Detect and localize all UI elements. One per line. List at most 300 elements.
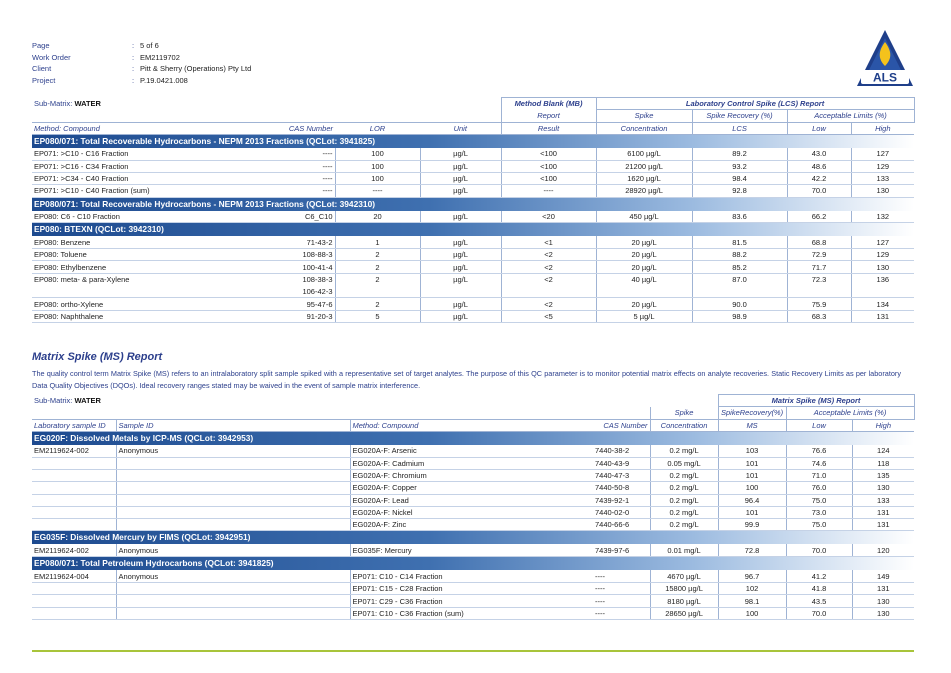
- cell-lor: 100: [335, 172, 420, 184]
- cell-cas: C6_C10: [215, 211, 335, 223]
- cell-compound: EP071: C10 - C14 Fraction: [350, 570, 593, 582]
- cell-cas: ----: [215, 160, 335, 172]
- cell-high: 127: [851, 148, 914, 160]
- cell-cas: 7440-50-8: [593, 482, 650, 494]
- cell-low: 70.0: [786, 544, 852, 556]
- cell-cas: 100-41-4: [215, 261, 335, 273]
- spacer: [116, 583, 350, 595]
- logo-text: ALS: [873, 70, 897, 85]
- cell-low: 41.2: [786, 570, 852, 582]
- cell-low: 75.0: [786, 494, 852, 506]
- cell-lcs: 88.2: [692, 249, 787, 261]
- lcs-header-row-2: [32, 110, 914, 122]
- cell-high: 130: [852, 482, 914, 494]
- cell-low: 75.9: [787, 298, 851, 310]
- table-row: [32, 457, 914, 469]
- table-row: [32, 544, 914, 556]
- cell-unit: µg/L: [420, 172, 501, 184]
- spacer: [596, 286, 692, 298]
- cell-lor: 2: [335, 261, 420, 273]
- cell-compound: EG020A-F: Lead: [350, 494, 593, 506]
- cell-low: 70.0: [786, 607, 852, 619]
- spacer: [116, 482, 350, 494]
- cell-result: <2: [501, 298, 596, 310]
- spacer: [32, 457, 116, 469]
- spacer: [335, 286, 420, 298]
- ms-report-description: The quality control term Matrix Spike (MS) refers to an intralaboratory split sample spiked with a representative set of target analytes. The purpose of this QC parameter is to monitor potential matrix effects on analyte recoveries. Static Recovery Limits as per laboratory Data Quality Objectives (DQOs). Ideal recovery ranges stated may be waived in the event of sample matrix interference.: [32, 369, 901, 390]
- col-method-compound: Method: Compound: [350, 419, 593, 431]
- submatrix-value: WATER: [74, 99, 101, 109]
- lcs-table: [32, 97, 915, 323]
- cell-unit: µg/L: [420, 236, 501, 248]
- cell-lab-sample-id: EM2119624-002: [32, 445, 116, 457]
- cell-lcs: 92.8: [692, 185, 787, 197]
- cell-ms: 103: [718, 445, 786, 457]
- submatrix-label: Sub-Matrix:: [34, 99, 73, 109]
- cell-concentration: 1620 µg/L: [596, 172, 692, 184]
- col-low: Low: [786, 419, 852, 431]
- table-row: [32, 595, 914, 607]
- cell-compound: EP080: Naphthalene: [32, 310, 215, 322]
- cell-result: <2: [501, 249, 596, 261]
- cell-concentration: 0.2 mg/L: [650, 482, 718, 494]
- cell-lcs: 98.9: [692, 310, 787, 322]
- cell-ms: 96.4: [718, 494, 786, 506]
- cell-lcs: 90.0: [692, 298, 787, 310]
- cell-cas: ----: [215, 148, 335, 160]
- cell-ms: 99.9: [718, 519, 786, 531]
- col-method-compound: Method: Compound: [32, 122, 215, 134]
- cell-unit: µg/L: [420, 148, 501, 160]
- cell-compound: EP071: >C10 - C40 Fraction (sum): [32, 185, 215, 197]
- cell-cas: 71-43-2: [215, 236, 335, 248]
- cell-cas: 7440-38-2: [593, 445, 650, 457]
- spacer: [787, 286, 851, 298]
- cell-lor: 2: [335, 249, 420, 261]
- cell-low: 71.7: [787, 261, 851, 273]
- header-value: EM2119702: [140, 52, 180, 62]
- lcs-group-header: Laboratory Control Spike (LCS) Report: [596, 98, 914, 110]
- table-row: [32, 445, 914, 457]
- header-label: Page: [32, 41, 50, 50]
- col-lcs: LCS: [692, 122, 787, 134]
- col-concentration: Concentration: [596, 122, 692, 134]
- table-row: [32, 160, 914, 172]
- section-header: [32, 431, 914, 445]
- table-row: [32, 494, 914, 506]
- cell-high: 136: [876, 275, 890, 285]
- cell-concentration: 0.2 mg/L: [650, 519, 718, 531]
- cell-cas: 108-38-3: [215, 273, 335, 285]
- section-title: EP080/071: Total Petroleum Hydrocarbons (QCLot: 3941825): [32, 557, 914, 571]
- table-row: [32, 607, 914, 619]
- cell-compound: EP080: Benzene: [32, 236, 215, 248]
- spacer: [116, 457, 350, 469]
- cell-lcs: 85.2: [692, 261, 787, 273]
- report-header: [32, 40, 251, 87]
- ms-header-row-2: [32, 407, 914, 419]
- col-spike-recovery: SpikeRecovery(%): [718, 407, 786, 419]
- footer-divider: [32, 650, 914, 652]
- cell-high: 118: [852, 457, 914, 469]
- cell-concentration: 0.01 mg/L: [650, 544, 718, 556]
- cell-high: 127: [851, 236, 914, 248]
- header-row-project: [32, 75, 251, 87]
- spacer: [32, 519, 116, 531]
- cell-result: <1: [501, 236, 596, 248]
- spacer: [116, 607, 350, 619]
- cell-concentration: 0.2 mg/L: [650, 494, 718, 506]
- cell-lcs: 93.2: [692, 160, 787, 172]
- cell-compound: EG020A-F: Chromium: [350, 469, 593, 481]
- cell-concentration: 5 µg/L: [596, 310, 692, 322]
- cell-ms: 98.1: [718, 595, 786, 607]
- cell-lor: 100: [335, 148, 420, 160]
- section-title: EP080/071: Total Recoverable Hydrocarbons - NEPM 2013 Fractions (QCLot: 3942310): [32, 197, 914, 211]
- cell-high: 149: [852, 570, 914, 582]
- cell-concentration: 8180 µg/L: [650, 595, 718, 607]
- cell-lor: 2: [335, 273, 420, 285]
- ms-table: [32, 394, 915, 620]
- cell-compound: EG020A-F: Nickel: [350, 506, 593, 518]
- cell-lab-sample-id: EM2119624-004: [32, 570, 116, 582]
- cell-cas: 7440-47-3: [593, 469, 650, 481]
- cell-cas: ----: [593, 595, 650, 607]
- cell-cas: ----: [593, 570, 650, 582]
- cell-concentration: 0.2 mg/L: [650, 445, 718, 457]
- spacer: [116, 469, 350, 481]
- cell-ms: 100: [718, 607, 786, 619]
- section-header: [32, 197, 914, 211]
- cell-low: 48.6: [787, 160, 851, 172]
- cell-lor: 20: [335, 211, 420, 223]
- spacer: [32, 494, 116, 506]
- cell-lor: 100: [335, 160, 420, 172]
- cell-concentration: 0.05 mg/L: [650, 457, 718, 469]
- cell-compound: EP071: C15 - C28 Fraction: [350, 583, 593, 595]
- cell-compound: EG035F: Mercury: [350, 544, 593, 556]
- cell-cas: 91-20-3: [215, 310, 335, 322]
- table-row: [32, 298, 914, 310]
- spacer: [32, 607, 116, 619]
- cell-low: 68.3: [787, 310, 851, 322]
- section-title: EG035F: Dissolved Mercury by FIMS (QCLot: 3942951): [32, 531, 914, 545]
- cell-compound: EP080: Ethylbenzene: [32, 261, 215, 273]
- spacer: [420, 286, 501, 298]
- cell-compound: EP071: >C34 - C40 Fraction: [32, 172, 215, 184]
- cell-ms: 100: [718, 482, 786, 494]
- cell-unit: µg/L: [420, 298, 501, 310]
- cell-low: 72.9: [787, 249, 851, 261]
- table-row: [32, 249, 914, 261]
- cell-ms: 101: [718, 506, 786, 518]
- table-row: [32, 482, 914, 494]
- col-result: Result: [501, 122, 596, 134]
- col-cas-number: CAS Number: [215, 122, 335, 134]
- col-cas-number: CAS Number: [593, 419, 650, 431]
- cell-compound: EP071: >C16 - C34 Fraction: [32, 160, 215, 172]
- cell-concentration: 20 µg/L: [596, 249, 692, 261]
- col-high: High: [852, 419, 914, 431]
- cell-ms: 101: [718, 457, 786, 469]
- spacer: [116, 506, 350, 518]
- cell-low: 70.0: [787, 185, 851, 197]
- header-colon: :: [132, 52, 135, 62]
- spacer: [116, 519, 350, 531]
- spacer: [692, 286, 787, 298]
- cell-high: 131: [852, 506, 914, 518]
- cell-compound: EP080: meta- & para-Xylene: [34, 275, 130, 285]
- cell-concentration: 20 µg/L: [596, 261, 692, 273]
- table-row: [32, 211, 914, 223]
- cell-low: 43.0: [787, 148, 851, 160]
- cell-low: 68.8: [787, 236, 851, 248]
- cell-low: 66.2: [787, 211, 851, 223]
- cell-unit: µg/L: [420, 160, 501, 172]
- cell-compound: EP080: Toluene: [32, 249, 215, 261]
- cell-concentration: 21200 µg/L: [596, 160, 692, 172]
- lcs-column-header-row: [32, 122, 914, 134]
- cell-cas: 7440-66-6: [593, 519, 650, 531]
- cell-concentration: 0.2 mg/L: [650, 506, 718, 518]
- cell-concentration: 20 µg/L: [596, 236, 692, 248]
- col-spike-recovery: Spike Recovery (%): [692, 110, 787, 122]
- cell-lcs: 87.0: [692, 273, 787, 285]
- cell-high: 130: [851, 185, 914, 197]
- cell-high: 129: [851, 249, 914, 261]
- cell-high: 120: [852, 544, 914, 556]
- cell-concentration: 6100 µg/L: [596, 148, 692, 160]
- header-label: Project: [32, 76, 56, 86]
- cell-high: 129: [851, 160, 914, 172]
- col-low: Low: [787, 122, 851, 134]
- mb-group-header-2: Report: [501, 110, 596, 122]
- cell-low: 76.6: [786, 445, 852, 457]
- cell-cas: 106-42-3: [215, 286, 335, 298]
- cell-high: 133: [852, 494, 914, 506]
- section-header: [32, 557, 914, 571]
- header-value: P.19.0421.008: [140, 76, 188, 86]
- section-header: [32, 223, 914, 237]
- cell-high: 130: [852, 607, 914, 619]
- table-row: [32, 236, 914, 248]
- cell-cas: 7440-02-0: [593, 506, 650, 518]
- header-row-client: [32, 63, 251, 75]
- cell-concentration: 450 µg/L: [596, 211, 692, 223]
- table-row: [32, 519, 914, 531]
- cell-high: 132: [851, 211, 914, 223]
- cell-high: 130: [851, 261, 914, 273]
- ms-header-row-1: [32, 395, 914, 407]
- cell-concentration: 28920 µg/L: [596, 185, 692, 197]
- cell-ms: 102: [718, 583, 786, 595]
- cell-compound: EP071: C29 - C36 Fraction: [350, 595, 593, 607]
- cell-cas: 7439-97-6: [593, 544, 650, 556]
- cell-low: 43.5: [786, 595, 852, 607]
- spacer: [32, 583, 116, 595]
- cell-unit: µg/L: [420, 211, 501, 223]
- header-row-work-order: [32, 52, 251, 64]
- cell-high: 133: [851, 172, 914, 184]
- cell-low: 73.0: [786, 506, 852, 518]
- cell-high: 131: [852, 519, 914, 531]
- spacer: [32, 595, 116, 607]
- table-row: [32, 583, 914, 595]
- cell-compound: EP071: C10 - C36 Fraction (sum): [350, 607, 593, 619]
- cell-concentration: 0.2 mg/L: [650, 469, 718, 481]
- cell-ms: 96.7: [718, 570, 786, 582]
- submatrix-value: WATER: [74, 396, 101, 406]
- col-ms: MS: [718, 419, 786, 431]
- section-header: [32, 134, 914, 148]
- cell-high: 135: [852, 469, 914, 481]
- cell-concentration: 20 µg/L: [596, 298, 692, 310]
- cell-ms: 101: [718, 469, 786, 481]
- spacer: [501, 286, 596, 298]
- lcs-submatrix: [32, 98, 501, 110]
- cell-lcs: 89.2: [692, 148, 787, 160]
- cell-low: 71.0: [786, 469, 852, 481]
- cell-compound: EG020A-F: Cadmium: [350, 457, 593, 469]
- table-row: [32, 172, 914, 184]
- cell-compound: EP071: >C10 - C16 Fraction: [32, 148, 215, 160]
- spacer: [851, 286, 914, 298]
- spacer: [32, 407, 650, 419]
- cell-result: ----: [501, 185, 596, 197]
- cell-high: 131: [851, 310, 914, 322]
- cell-result: <2: [501, 273, 596, 285]
- cell-compound: EG020A-F: Zinc: [350, 519, 593, 531]
- cell-low: 75.0: [786, 519, 852, 531]
- cell-cas: 7440-43-9: [593, 457, 650, 469]
- table-row: [32, 469, 914, 481]
- table-row-continuation: [32, 286, 914, 298]
- cell-compound: EP080: C6 - C10 Fraction: [32, 211, 215, 223]
- cell-lor: 5: [335, 310, 420, 322]
- cell-lab-sample-id: EM2119624-002: [32, 544, 116, 556]
- cell-ms: 72.8: [718, 544, 786, 556]
- col-lab-sample-id: Laboratory sample ID: [32, 419, 116, 431]
- header-row-page: [32, 40, 251, 52]
- col-acceptable-limits: Acceptable Limits (%): [786, 407, 914, 419]
- cell-unit: µg/L: [420, 273, 501, 285]
- spacer: [32, 482, 116, 494]
- cell-high: 134: [851, 298, 914, 310]
- cell-result: <20: [501, 211, 596, 223]
- section-title: EP080: BTEXN (QCLot: 3942310): [32, 223, 914, 237]
- cell-lcs: 83.6: [692, 211, 787, 223]
- cell-lcs: 81.5: [692, 236, 787, 248]
- cell-cas: ----: [215, 172, 335, 184]
- mb-group-header: Method Blank (MB): [501, 98, 596, 110]
- cell-sample-id: Anonymous: [116, 570, 350, 582]
- cell-unit: µg/L: [420, 185, 501, 197]
- col-concentration: Concentration: [650, 419, 718, 431]
- cell-cas: 95-47-6: [215, 298, 335, 310]
- header-colon: :: [132, 41, 135, 50]
- col-high: High: [851, 122, 914, 134]
- cell-result: <2: [501, 261, 596, 273]
- spacer: [32, 110, 501, 122]
- cell-cas: ----: [215, 185, 335, 197]
- cell-lor: 1: [335, 236, 420, 248]
- cell-low: 72.3: [787, 273, 851, 285]
- cell-sample-id: Anonymous: [116, 445, 350, 457]
- cell-result: <5: [501, 310, 596, 322]
- cell-unit: µg/L: [420, 261, 501, 273]
- cell-lor: 2: [335, 298, 420, 310]
- table-row: [32, 148, 914, 160]
- cell-low: 76.0: [786, 482, 852, 494]
- section-title: EG020F: Dissolved Metals by ICP-MS (QCLot: 3942953): [32, 431, 914, 445]
- als-logo-icon: [855, 28, 915, 90]
- header-label: Work Order: [32, 52, 71, 62]
- section-title: EP080/071: Total Recoverable Hydrocarbons - NEPM 2013 Fractions (QCLot: 3941825): [32, 134, 914, 148]
- table-row: [32, 310, 914, 322]
- cell-sample-id: Anonymous: [116, 544, 350, 556]
- cell-low: 74.6: [786, 457, 852, 469]
- submatrix-label: Sub-Matrix:: [34, 396, 73, 406]
- cell-lcs: 98.4: [692, 172, 787, 184]
- spacer: [32, 506, 116, 518]
- col-spike: Spike: [596, 110, 692, 122]
- table-row: [32, 261, 914, 273]
- cell-cas: 108-88-3: [215, 249, 335, 261]
- cell-compound: EP080: ortho-Xylene: [32, 298, 215, 310]
- col-spike: Spike: [650, 407, 718, 419]
- cell-unit: µg/L: [420, 310, 501, 322]
- spacer: [116, 494, 350, 506]
- ms-column-header-row: [32, 419, 914, 431]
- col-unit: Unit: [420, 122, 501, 134]
- table-row: [32, 273, 914, 285]
- header-colon: :: [132, 76, 135, 86]
- cell-result: <100: [501, 148, 596, 160]
- cell-compound: EG020A-F: Copper: [350, 482, 593, 494]
- cell-cas: 7439-92-1: [593, 494, 650, 506]
- col-acceptable-limits: Acceptable Limits (%): [787, 110, 914, 122]
- cell-concentration: 15800 µg/L: [650, 583, 718, 595]
- cell-unit: µg/L: [420, 249, 501, 261]
- spacer: [116, 595, 350, 607]
- header-label: Client: [32, 64, 52, 74]
- ms-submatrix: [32, 395, 718, 407]
- spacer: [32, 469, 116, 481]
- cell-low: 41.8: [786, 583, 852, 595]
- table-row: [32, 185, 914, 197]
- cell-low: 42.2: [787, 172, 851, 184]
- section-header: [32, 531, 914, 545]
- cell-concentration: 28650 µg/L: [650, 607, 718, 619]
- ms-report-title: Matrix Spike (MS) Report: [32, 351, 163, 363]
- ms-group-header: Matrix Spike (MS) Report: [718, 395, 914, 407]
- table-row: [32, 570, 914, 582]
- header-value: 5 of 6: [140, 41, 159, 50]
- spacer: [32, 286, 215, 298]
- cell-lor: ----: [335, 185, 420, 197]
- cell-result: <100: [501, 160, 596, 172]
- header-colon: :: [132, 64, 135, 74]
- table-row: [32, 506, 914, 518]
- cell-concentration: 4670 µg/L: [650, 570, 718, 582]
- col-lor: LOR: [335, 122, 420, 134]
- header-value: Pitt & Sherry (Operations) Pty Ltd: [140, 64, 252, 74]
- cell-high: 124: [852, 445, 914, 457]
- lcs-header-row-1: [32, 98, 914, 110]
- cell-high: 130: [852, 595, 914, 607]
- cell-concentration: 40 µg/L: [596, 273, 692, 285]
- cell-cas: ----: [593, 607, 650, 619]
